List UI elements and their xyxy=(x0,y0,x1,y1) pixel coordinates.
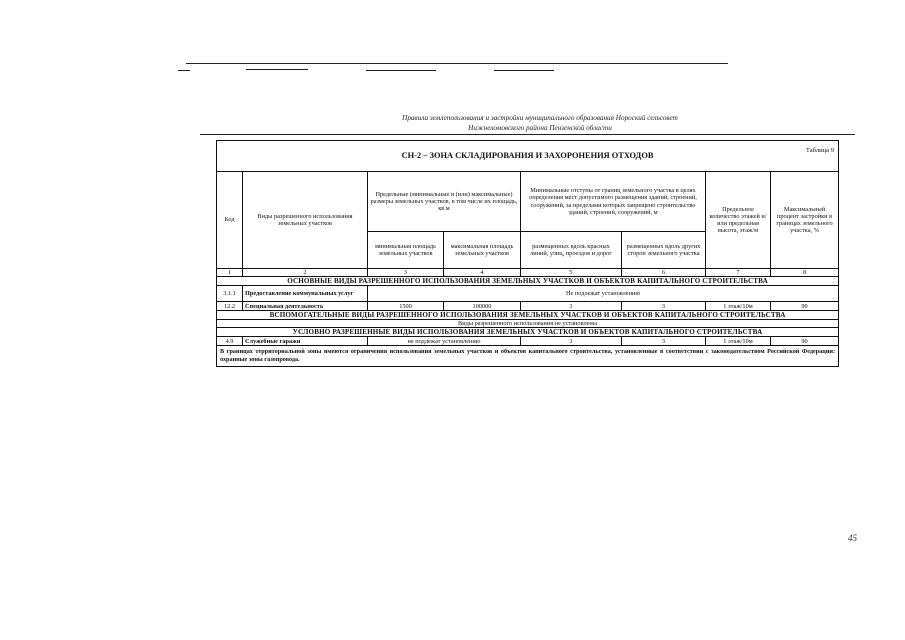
page-header-line1: Правила землепользования и застройки муниципального образования Нороский сельсовет xyxy=(402,114,678,122)
row-special-name: Специальная деятельность xyxy=(243,302,368,311)
row-garage-percent: 90 xyxy=(771,337,839,346)
aux-note: Виды разрешенного использования не установлены xyxy=(217,320,839,328)
row-special-setback-red: 3 xyxy=(521,302,622,311)
table-footnote: В границах территориальной зоны имеются ограничения использования земельных участков и объектов капитального строительства, установленные в соответствии с законодательством Российской Федерации: охранные зоны газопровода. xyxy=(217,346,839,367)
header-area-group: Предельные (минимальные и (или) максимальные) размеры земельных участков, в том числе их площадь, кв.м xyxy=(368,172,521,232)
col-number: 2 xyxy=(243,269,368,277)
header-setback-other: размещенных вдоль других сторон земельного участка xyxy=(622,232,706,269)
scan-dash-2 xyxy=(246,69,308,70)
scan-dash-4 xyxy=(494,70,554,71)
table-title-cell xyxy=(217,141,839,172)
zone-table xyxy=(216,140,839,367)
table-title: СН-2 – ЗОНА СКЛАДИРОВАНИЯ И ЗАХОРОНЕНИЯ ОТХОДОВ xyxy=(401,151,654,161)
header-area-max: максимальная площадь земельных участков xyxy=(444,232,521,269)
header-rule xyxy=(200,134,855,135)
col-number: 5 xyxy=(521,269,622,277)
header-setback-group: Минимальные отступы от границ земельного участка в целях определения мест допустимого размещения зданий, строений, сооружений, за пределами которых запрещено строительство зданий, строений, сооружений, м xyxy=(521,172,706,232)
header-setback-red: размещенных вдоль красных линий, улиц, проездов и дорог xyxy=(521,232,622,269)
row-special-code: 12.2 xyxy=(217,302,243,311)
row-garage-setback-other: 3 xyxy=(622,337,706,346)
section-conditional-uses: УСЛОВНО РАЗРЕШЕННЫЕ ВИДЫ ИСПОЛЬЗОВАНИЯ ЗЕМЕЛЬНЫХ УЧАСТКОВ И ОБЪЕКТОВ КАПИТАЛЬНОГО СТРОИТЕЛЬСТВА xyxy=(217,328,839,337)
row-special-area-min: 1500 xyxy=(368,302,444,311)
table-number: Таблица 9 xyxy=(805,147,835,154)
row-garage-code: 4.9 xyxy=(217,337,243,346)
col-number: 8 xyxy=(771,269,839,277)
row-utility-value: Не подлежат установлению xyxy=(368,286,839,302)
col-number: 4 xyxy=(444,269,521,277)
page-number: 45 xyxy=(848,533,857,543)
col-number: 6 xyxy=(622,269,706,277)
col-number: 3 xyxy=(368,269,444,277)
header-code: Код xyxy=(217,172,243,269)
header-kinds: Виды разрешенного использования земельных участков xyxy=(243,172,368,269)
row-garage-setback-red: 3 xyxy=(521,337,622,346)
col-number: 1 xyxy=(217,269,243,277)
row-special-area-max: 100000 xyxy=(444,302,521,311)
header-area-min: минимальная площадь земельных участков xyxy=(368,232,444,269)
row-utility-code: 3.1.1 xyxy=(217,286,243,302)
section-main-uses: ОСНОВНЫЕ ВИДЫ РАЗРЕШЕННОГО ИСПОЛЬЗОВАНИЯ ЗЕМЕЛЬНЫХ УЧАСТКОВ И ОБЪЕКТОВ КАПИТАЛЬНОГО СТРОИТЕЛЬСТВА xyxy=(217,277,839,286)
row-garage-name: Служебные гаражи xyxy=(243,337,368,346)
row-garage-floors: 1 этаж/10м xyxy=(706,337,771,346)
header-percent: Максимальный процент застройки в границах земельного участка, % xyxy=(771,172,839,269)
row-special-percent: 90 xyxy=(771,302,839,311)
scan-top-rule xyxy=(186,63,728,64)
page-header-line2: Нижнеломовского района Пензенской области xyxy=(468,124,612,132)
page-header xyxy=(330,113,750,133)
section-aux-uses: ВСПОМОГАТЕЛЬНЫЕ ВИДЫ РАЗРЕШЕННОГО ИСПОЛЬЗОВАНИЯ ЗЕМЕЛЬНЫХ УЧАСТКОВ И ОБЪЕКТОВ КАПИТАЛЬНОГО СТРОИТЕЛЬСТВА xyxy=(217,311,839,320)
row-utility-name: Предоставление коммунальных услуг xyxy=(243,286,368,302)
row-special-floors: 1 этаж/10м xyxy=(706,302,771,311)
scan-dash-3 xyxy=(366,70,436,71)
row-garage-area: не подлежат установлению xyxy=(368,337,521,346)
col-number: 7 xyxy=(706,269,771,277)
header-floors: Предельное количество этажей и/или предельная высота, этаж/м xyxy=(706,172,771,269)
scan-dash-1 xyxy=(178,70,190,71)
row-special-setback-other: 3 xyxy=(622,302,706,311)
